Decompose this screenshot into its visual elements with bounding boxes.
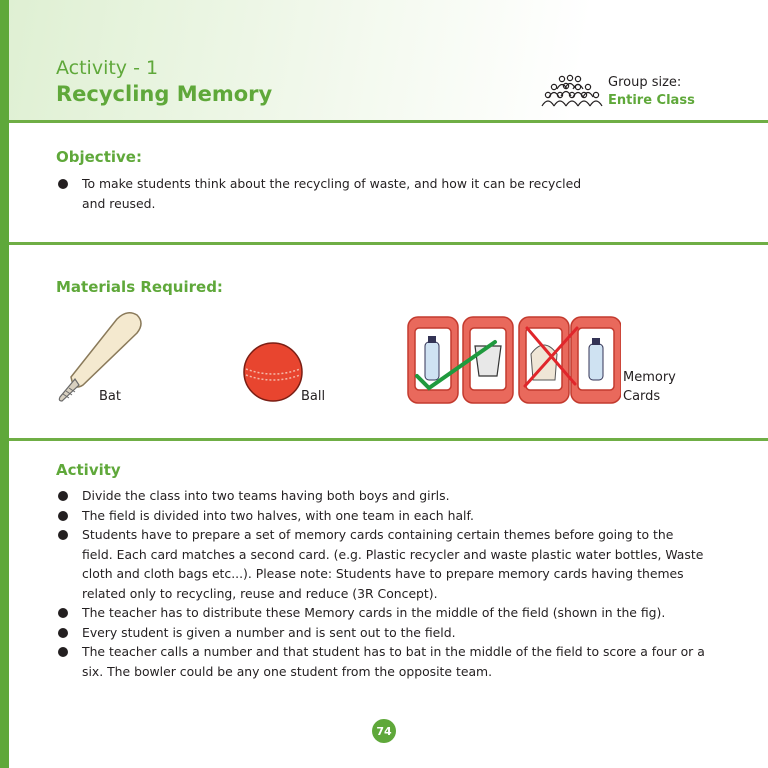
material-label-memory: Memory [623, 370, 676, 385]
page-number: 74 [372, 719, 396, 743]
group-size-label: Group size: [608, 75, 682, 90]
activity-heading: Activity [56, 461, 121, 479]
objective-list [56, 174, 596, 213]
activity-number: Activity - 1 [56, 57, 159, 79]
page-title: Recycling Memory [56, 82, 273, 106]
bullet-icon [58, 628, 68, 638]
list-item: The teacher calls a number and that student has to bat in the middle of the field to score a four or a six. The bowler could be any one student from the opposite team. [56, 642, 706, 681]
bullet-icon [58, 491, 68, 501]
group-size-value: Entire Class [608, 93, 695, 108]
bullet-icon [58, 511, 68, 521]
bullet-icon [58, 530, 68, 540]
list-item: The field is divided into two halves, with one team in each half. [56, 506, 706, 526]
divider [9, 120, 768, 123]
list-item: Every student is given a number and is sent out to the field. [56, 623, 706, 643]
bullet-icon [58, 647, 68, 657]
list-item: Divide the class into two teams having both boys and girls. [56, 486, 706, 506]
left-margin-bar [0, 0, 9, 768]
objective-heading: Objective: [56, 148, 142, 166]
materials-heading: Materials Required: [56, 278, 223, 296]
bullet-icon [58, 608, 68, 618]
divider [9, 242, 768, 245]
activity-list [56, 486, 706, 681]
cricket-ball-icon [240, 339, 306, 405]
material-label-bat: Bat [99, 389, 121, 404]
divider [9, 438, 768, 441]
group-people-icon [540, 74, 606, 108]
list-item: Students have to prepare a set of memory cards containing certain themes before going to the field. Each card matches a second card. (e.g. Plastic recycler and waste plastic water bottles, Waste cloth and cloth bags etc...). Please note: Students have to prepare memory cards having themes related only to recycling, reuse and reduce (3R Concept). [56, 525, 706, 603]
material-label-ball: Ball [301, 389, 326, 404]
list-item: To make students think about the recycling of waste, and how it can be recycled and reused. [56, 174, 596, 213]
memory-cards-icon [405, 314, 621, 406]
list-item: The teacher has to distribute these Memory cards in the middle of the field (shown in the fig). [56, 603, 706, 623]
material-label-cards: Cards [623, 389, 661, 404]
bullet-icon [58, 179, 68, 189]
